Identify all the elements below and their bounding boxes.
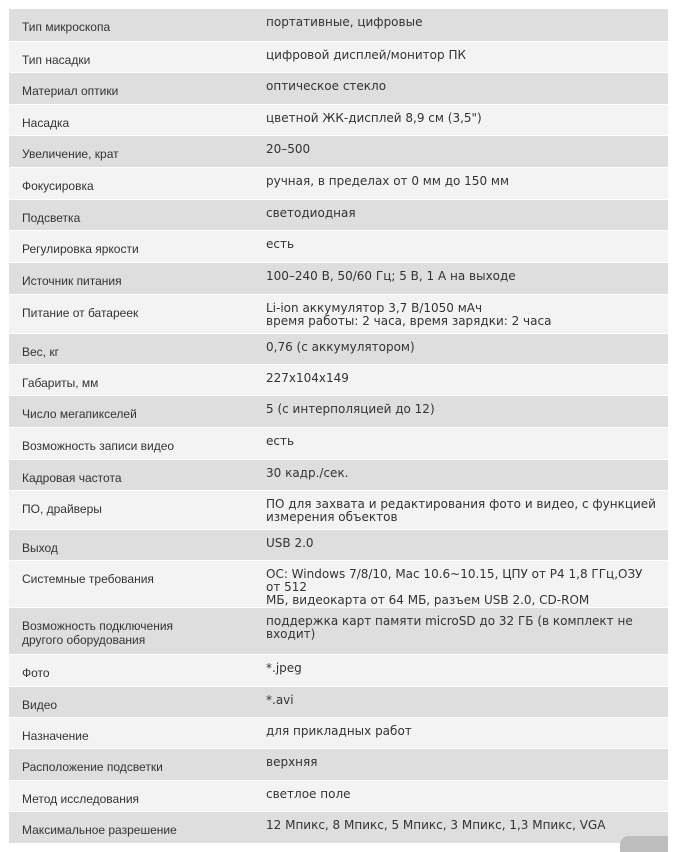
- spec-label: Максимальное разрешение: [22, 822, 177, 837]
- spec-row: [9, 9, 668, 41]
- spec-row: [9, 41, 668, 72]
- spec-row: [9, 748, 668, 780]
- spec-label: Фото: [22, 665, 50, 680]
- spec-row: [9, 780, 668, 811]
- spec-value: ручная, в пределах от 0 мм до 150 мм: [266, 173, 509, 188]
- spec-value: цифровой дисплей/монитор ПК: [266, 47, 466, 62]
- spec-label: Габариты, мм: [22, 375, 99, 390]
- corner-tab[interactable]: [620, 836, 668, 852]
- spec-label: Источник питания: [22, 273, 122, 288]
- spec-row: [9, 529, 668, 560]
- spec-value: светлое поле: [266, 786, 351, 801]
- spec-row: [9, 459, 668, 490]
- spec-row: [9, 294, 668, 333]
- spec-label: Питание от батареек: [22, 305, 139, 320]
- spec-label: Тип насадки: [22, 52, 91, 67]
- spec-value: 5 (с интерполяцией до 12): [266, 401, 435, 416]
- spec-value: Li-ion аккумулятор 3,7 В/1050 мАч время работы: 2 часа, время зарядки: 2 часа: [266, 300, 552, 328]
- spec-row: [9, 490, 668, 529]
- spec-value: есть: [266, 433, 295, 448]
- spec-value: 100–240 В, 50/60 Гц; 5 В, 1 А на выходе: [266, 268, 516, 283]
- spec-value: поддержка карт памяти microSD до 32 ГБ (в комплект не входит): [266, 613, 633, 641]
- spec-value: цветной ЖК-дисплей 8,9 см (3,5"): [266, 110, 482, 125]
- spec-label: Регулировка яркости: [22, 241, 139, 256]
- spec-row: [9, 654, 668, 686]
- spec-label: Кадровая частота: [22, 470, 122, 485]
- spec-row: [9, 427, 668, 459]
- spec-label: Возможность записи видео: [22, 438, 175, 453]
- spec-label: Тип микроскопа: [22, 20, 111, 34]
- spec-label: Насадка: [22, 115, 70, 130]
- spec-row: [9, 717, 668, 748]
- spec-row: [9, 607, 668, 654]
- spec-value: 20–500: [266, 141, 311, 156]
- spec-label: Системные требования: [22, 571, 154, 586]
- spec-row: [9, 167, 668, 199]
- spec-value: оптическое стекло: [266, 78, 387, 93]
- spec-value: 12 Мпикс, 8 Мпикс, 5 Мпикс, 3 Мпикс, 1,3 Мпикс, VGA: [266, 817, 606, 832]
- spec-value: 0,76 (с аккумулятором): [266, 339, 415, 354]
- spec-value: есть: [266, 236, 295, 251]
- spec-row: [9, 560, 668, 607]
- spec-label: Подсветка: [22, 210, 81, 225]
- spec-label: Выход: [22, 540, 58, 555]
- spec-label: Число мегапикселей: [22, 406, 137, 421]
- spec-value: ОС: Windows 7/8/10, Mac 10.6~10.15, ЦПУ от P4 1,8 ГГц,ОЗУ от 512 МБ, видеокарта от 64 МБ, разъем USB 2.0, CD-ROM: [266, 566, 643, 607]
- spec-label: Метод исследования: [22, 791, 140, 806]
- spec-value: светодиодная: [266, 205, 356, 220]
- spec-value: верхняя: [266, 754, 318, 769]
- spec-row: [9, 395, 668, 427]
- spec-value: *.jpeg: [266, 660, 302, 675]
- spec-value: ПО для захвата и редактирования фото и видео, с функцией измерения объектов: [266, 496, 656, 524]
- spec-row: [9, 72, 668, 104]
- spec-label: Материал оптики: [22, 83, 119, 98]
- spec-row: [9, 686, 668, 717]
- spec-value: для прикладных работ: [266, 723, 412, 738]
- spec-row: [9, 135, 668, 167]
- spec-value: 227x104x149: [266, 370, 349, 385]
- spec-label: Расположение подсветки: [22, 759, 163, 774]
- spec-value: USB 2.0: [266, 535, 314, 550]
- spec-label: Фокусировка: [22, 178, 94, 193]
- spec-label: Видео: [22, 697, 58, 712]
- spec-row: [9, 104, 668, 135]
- spec-row: [9, 230, 668, 262]
- spec-value: *.avi: [266, 692, 294, 707]
- spec-row: [9, 364, 668, 395]
- spec-row: [9, 333, 668, 364]
- spec-value: портативные, цифровые: [266, 15, 423, 29]
- specifications-table-body: [9, 9, 668, 843]
- spec-label: Назначение: [22, 728, 89, 743]
- spec-value: 30 кадр./сек.: [266, 465, 349, 480]
- spec-label: Возможность подключения другого оборудования: [22, 618, 174, 647]
- spec-row: [9, 199, 668, 230]
- specifications-table: [9, 9, 668, 844]
- spec-label: Увеличение, крат: [22, 146, 119, 161]
- spec-label: Вес, кг: [22, 344, 59, 359]
- spec-row: [9, 262, 668, 294]
- spec-label: ПО, драйверы: [22, 501, 102, 516]
- spec-row: [9, 811, 668, 843]
